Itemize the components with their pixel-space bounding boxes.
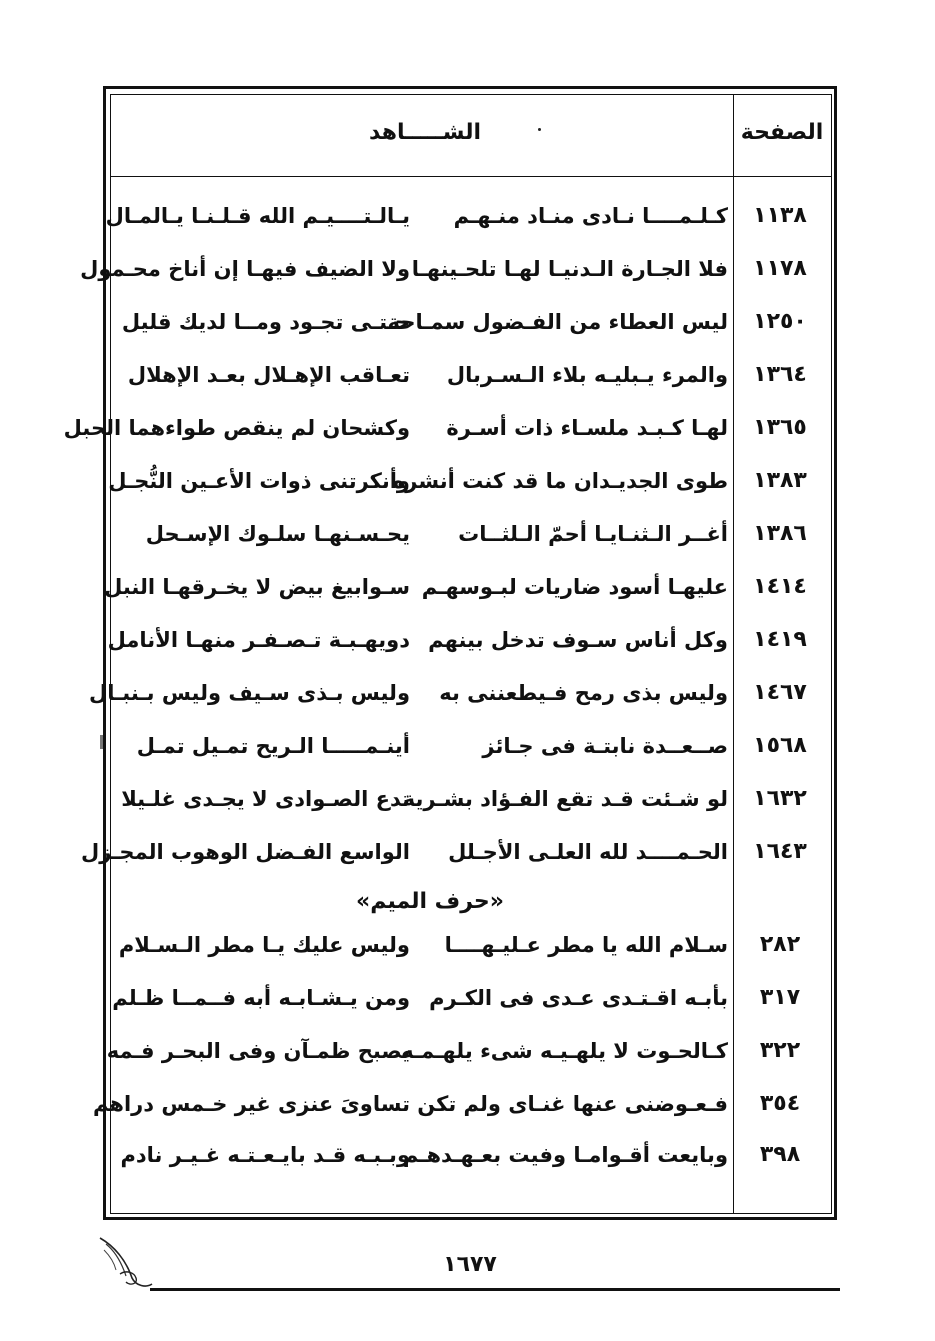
scan-margin-mark — [100, 735, 103, 749]
first-hemistich: فلا الجـارة الـدنيـا لهـا تلحـينهـا — [411, 257, 728, 281]
table-row — [0, 1084, 935, 1124]
table-row — [0, 196, 935, 236]
table-row — [0, 567, 935, 607]
table-row — [0, 1135, 935, 1175]
first-hemistich: وكل أناس سـوف تدخل بينهم — [428, 628, 728, 652]
table-row — [0, 514, 935, 554]
first-hemistich: كـلـمــــا نـادى منـاد منـهـم — [453, 204, 728, 228]
table-row — [0, 978, 935, 1018]
footer-rule — [150, 1288, 840, 1291]
second-hemistich: أينـمـــــا الـريح تمـيل تمـل — [136, 734, 410, 758]
second-hemistich: يصبح ظمـآن وفى البحـر فـمه — [106, 1039, 410, 1063]
second-hemistich: سـوابيغ بيض لا يخـرقهـا النبل — [104, 575, 410, 599]
second-hemistich: وأنكرتنى ذوات الأعـين النُّجـل — [108, 469, 410, 493]
first-hemistich: أغــر الـثنـايـا أحمّ الـلثــات — [458, 522, 728, 546]
second-hemistich: ومن يـشـابـه أبه فــمــا ظـلم — [112, 986, 410, 1010]
page-ref: ١٤١٤ — [753, 574, 807, 599]
page-ref: ٣٥٤ — [759, 1091, 801, 1116]
flourish-ornament — [96, 1230, 156, 1290]
section-title: «حرف الميم» — [356, 889, 504, 914]
first-hemistich: الحـمــــد لله العلـى الأجـلل — [448, 840, 728, 864]
first-hemistich: وبايعت أقـوامـا وفيت بعـهـدهـم — [402, 1143, 728, 1167]
table-row — [0, 620, 935, 660]
header-dot — [538, 128, 541, 131]
page-ref: ٣٢٢ — [759, 1038, 801, 1063]
first-hemistich: لو شـئت قـد تقع الفـؤاد بشـرية — [402, 787, 728, 811]
first-hemistich: فـعـوضنى عنها غنـاى ولم تكن — [417, 1092, 728, 1116]
page-number: ١٦٧٧ — [443, 1252, 497, 1277]
table-row — [0, 408, 935, 448]
first-hemistich: سـلام الله يا مطر عـليـهــــا — [444, 933, 728, 957]
page-column-header: الصفحة — [740, 120, 824, 145]
first-hemistich: وليس بذى رمح فـيطعننى به — [439, 681, 728, 705]
page-ref: ١٦٤٣ — [753, 839, 807, 864]
table-row — [0, 673, 935, 713]
page-ref: ١٦٣٢ — [753, 786, 807, 811]
second-hemistich: يحـسـنهـا سلـوك الإسـحل — [145, 522, 410, 546]
page-ref: ١٢٥٠ — [753, 309, 807, 334]
table-row — [0, 249, 935, 289]
page-ref: ٣١٧ — [759, 985, 801, 1010]
second-hemistich: وليس بـذى سـيف وليس بـنبـال — [89, 681, 410, 705]
page-ref: ١٤٦٧ — [753, 680, 807, 705]
page-ref: ١٣٨٣ — [753, 468, 807, 493]
page-ref: ١١٧٨ — [753, 256, 807, 281]
second-hemistich: وبـبـه قـد بايـعـتـه غـيـر نادم — [120, 1143, 410, 1167]
second-hemistich: ولا الضيف فيهـا إن أناخ محـمول — [80, 257, 410, 281]
second-hemistich: يـالـتــــيـم الله قـلـنـا يـالمـال — [105, 204, 410, 228]
second-hemistich: دويهـبـة تـصـفـر منهـا الأنامل — [107, 628, 410, 652]
table-row — [0, 355, 935, 395]
table-row — [0, 832, 935, 872]
first-hemistich: كـالحـوت لا يلهـيـه شىء يلهـمـه — [401, 1039, 728, 1063]
page-ref: ١٤١٩ — [753, 627, 807, 652]
page-ref: ٢٨٢ — [759, 932, 801, 957]
page-ref: ١١٣٨ — [753, 203, 807, 228]
table-row — [0, 461, 935, 501]
second-hemistich: الواسع الفـضل الوهوب المجـزل — [80, 840, 410, 864]
first-hemistich: طوى الجديـدان ما قد كنت أنشره — [392, 469, 728, 493]
page-ref: ١٥٦٨ — [753, 733, 807, 758]
first-hemistich: بأبـه اقـتـدى عـدى فى الكـرم — [429, 986, 728, 1010]
table-row — [0, 1031, 935, 1071]
page-ref: ١٣٦٥ — [753, 415, 807, 440]
page-ref: ١٣٨٦ — [753, 521, 807, 546]
first-hemistich: لهـا كـبـد ملسـاء ذات أسـرة — [446, 416, 728, 440]
second-hemistich: تعـاقب الإهـلال بعـد الإهلال — [127, 363, 410, 387]
page-ref: ٣٩٨ — [759, 1142, 801, 1167]
first-hemistich: ليس العطاء من الفـضول سمـاحة — [387, 310, 728, 334]
table-row — [0, 779, 935, 819]
first-hemistich: صــعــدة نابتـة فى جـائز — [482, 734, 728, 758]
witness-column-header: الشـــــاهد — [368, 120, 481, 145]
second-hemistich: تدع الصـوادى لا يجـدى غلـيلا — [121, 787, 410, 811]
table-row — [0, 925, 935, 965]
second-hemistich: تساوىَ عنزى غير خـمس دراهم — [92, 1092, 410, 1116]
second-hemistich: حـتـى تجـود ومــا لديك قليل — [121, 310, 410, 334]
second-hemistich: وليس عليك يـا مطر الـسـلام — [118, 933, 410, 957]
second-hemistich: وكشحان لم ينقص طواءهما الحبل — [63, 416, 410, 440]
table-row — [0, 302, 935, 342]
header-rule — [110, 176, 832, 177]
first-hemistich: والمرء يـبليـه بلاء الـسـربال — [446, 363, 728, 387]
page-ref: ١٣٦٤ — [753, 362, 807, 387]
table-row — [0, 726, 935, 766]
first-hemistich: عليهـا أسود ضاريات لبـوسهـم — [421, 575, 728, 599]
